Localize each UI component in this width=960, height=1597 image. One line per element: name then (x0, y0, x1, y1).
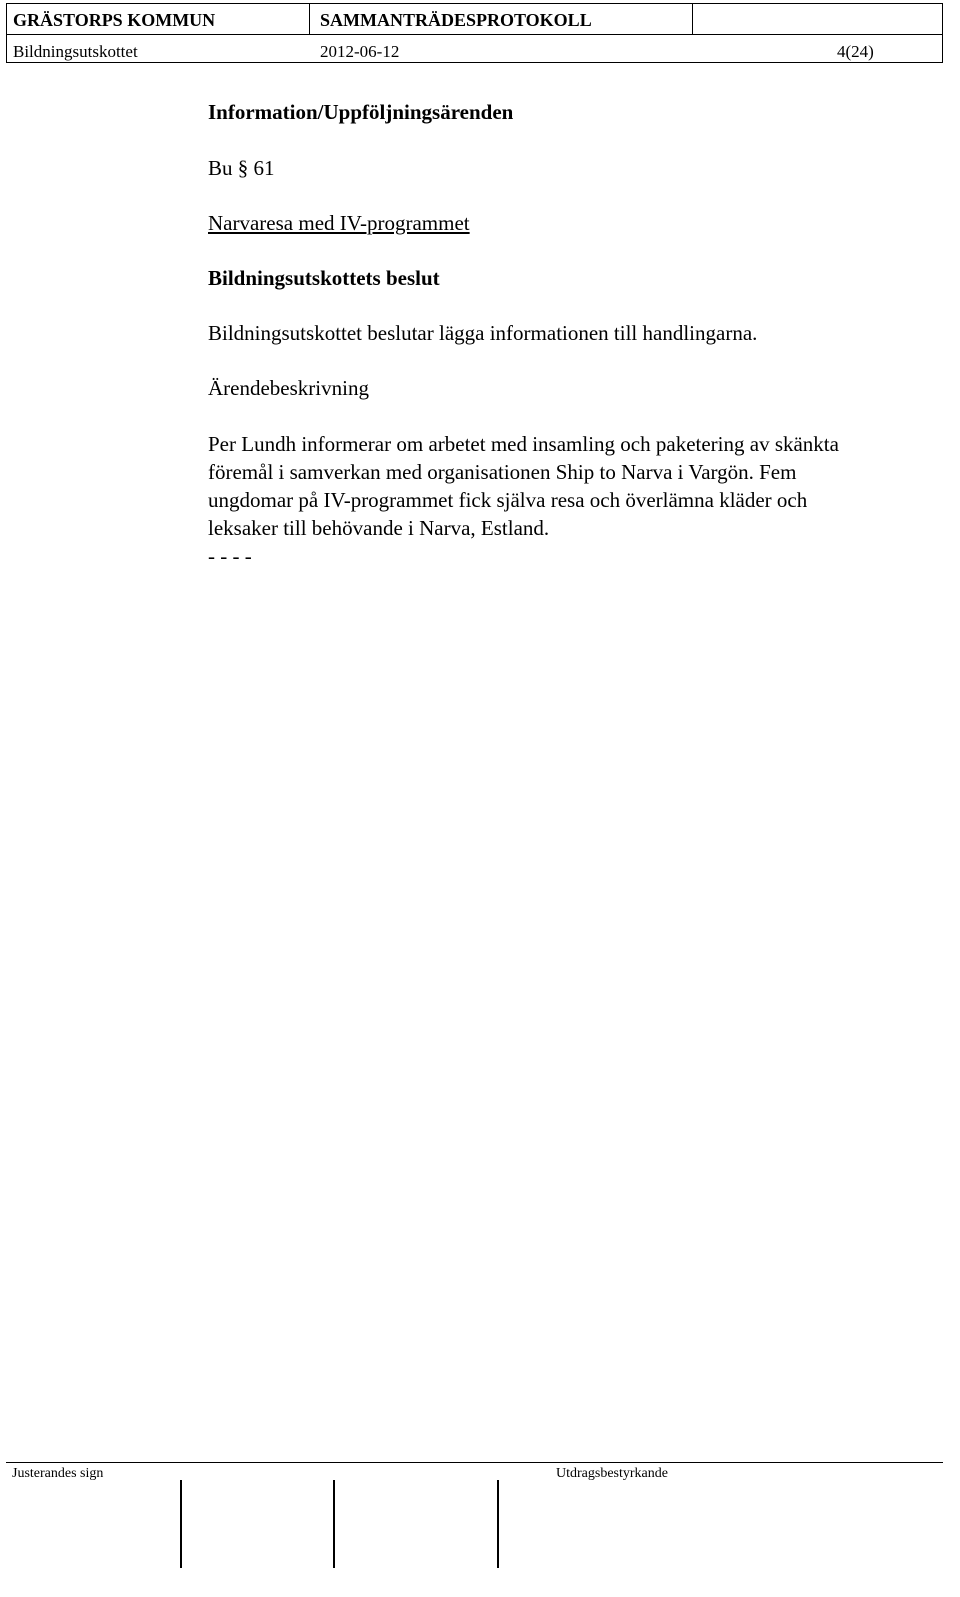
end-marker: - - - - (208, 544, 252, 568)
page-number: 4(24) (837, 42, 874, 61)
decision-heading: Bildningsutskottets beslut (208, 266, 440, 290)
description-line: Per Lundh informerar om arbetet med insamling och paketering av skänkta (208, 432, 839, 456)
description-line: leksaker till behövande i Narva, Estland. (208, 516, 550, 540)
header-divider (309, 4, 310, 35)
footer-rule (6, 1462, 943, 1463)
municipality-name: GRÄSTORPS KOMMUN (13, 10, 216, 30)
signature-line (333, 1480, 335, 1568)
description-line: ungdomar på IV-programmet fick själva resa och överlämna kläder och (208, 488, 808, 512)
description-paragraph (208, 430, 908, 570)
document-type: SAMMANTRÄDESPROTOKOLL (320, 10, 592, 30)
decision-text: Bildningsutskottet beslutar lägga informationen till handlingarna. (208, 321, 758, 345)
document-header (6, 3, 943, 63)
header-divider (692, 4, 693, 35)
meeting-date: 2012-06-12 (320, 42, 400, 61)
case-title: Narvaresa med IV-programmet (208, 211, 470, 235)
section-title: Information/Uppföljningsärenden (208, 100, 514, 124)
certification-label: Utdragsbestyrkande (556, 1466, 668, 1481)
description-heading: Ärendebeskrivning (208, 376, 369, 400)
signature-line (497, 1480, 499, 1568)
signature-line (180, 1480, 182, 1568)
committee-name: Bildningsutskottet (13, 42, 138, 61)
signers-label: Justerandes sign (12, 1466, 104, 1481)
description-line: föremål i samverkan med organisationen Ship to Narva i Vargön. Fem (208, 460, 797, 484)
paragraph-reference: Bu § 61 (208, 156, 275, 180)
